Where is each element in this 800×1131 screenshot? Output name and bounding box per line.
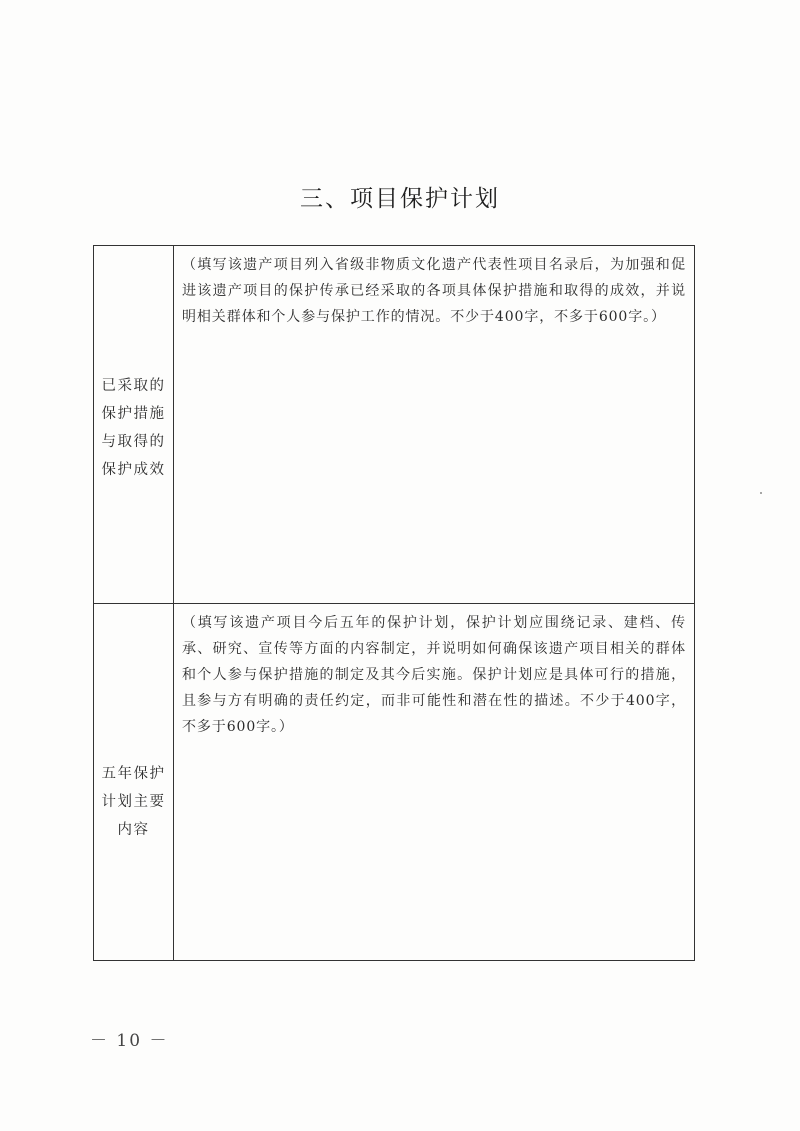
content-cell-measures[interactable] (174, 246, 694, 603)
label-five-year-plan (102, 760, 166, 844)
label-line: 内容 (117, 822, 150, 838)
label-line: 计划主要 (101, 794, 166, 810)
table-row-five-year-plan (94, 604, 694, 960)
label-measures (102, 372, 166, 484)
label-line: 保护成效 (101, 461, 166, 478)
label-cell-measures (94, 246, 174, 603)
content-cell-five-year-plan[interactable] (174, 604, 694, 960)
protection-plan-table (93, 245, 695, 961)
instruction-text-measures: （填写该遗产项目列入省级非物质文化遗产代表性项目名录后，为加强和促进该遗产项目的保护传承已经采取的各项具体保护措施和取得的成效，并说明相关群体和个人参与保护工作的情况。不少于400字，不多于600字。） (182, 257, 686, 325)
page-number: － 10 － (90, 1031, 169, 1051)
scan-speck (760, 492, 762, 494)
label-line: 保护措施 (101, 405, 166, 422)
label-line: 与取得的 (101, 433, 166, 450)
instruction-text-five-year-plan: （填写该遗产项目今后五年的保护计划，保护计划应围绕记录、建档、传承、研究、宣传等方面的内容制定，并说明如何确保该遗产项目相关的群体和个人参与保护措施的制定及其今后实施。保护计划应是具体可行的措施，且参与方有明确的责任约定，而非可能性和潜在性的描述。不少于400字，不多于600字。） (182, 615, 686, 735)
label-cell-five-year-plan (94, 604, 174, 960)
label-line: 五年保护 (101, 766, 166, 782)
label-line: 已采取的 (101, 377, 166, 394)
section-title: 三、项目保护计划 (300, 186, 500, 212)
table-row-measures (94, 246, 694, 604)
